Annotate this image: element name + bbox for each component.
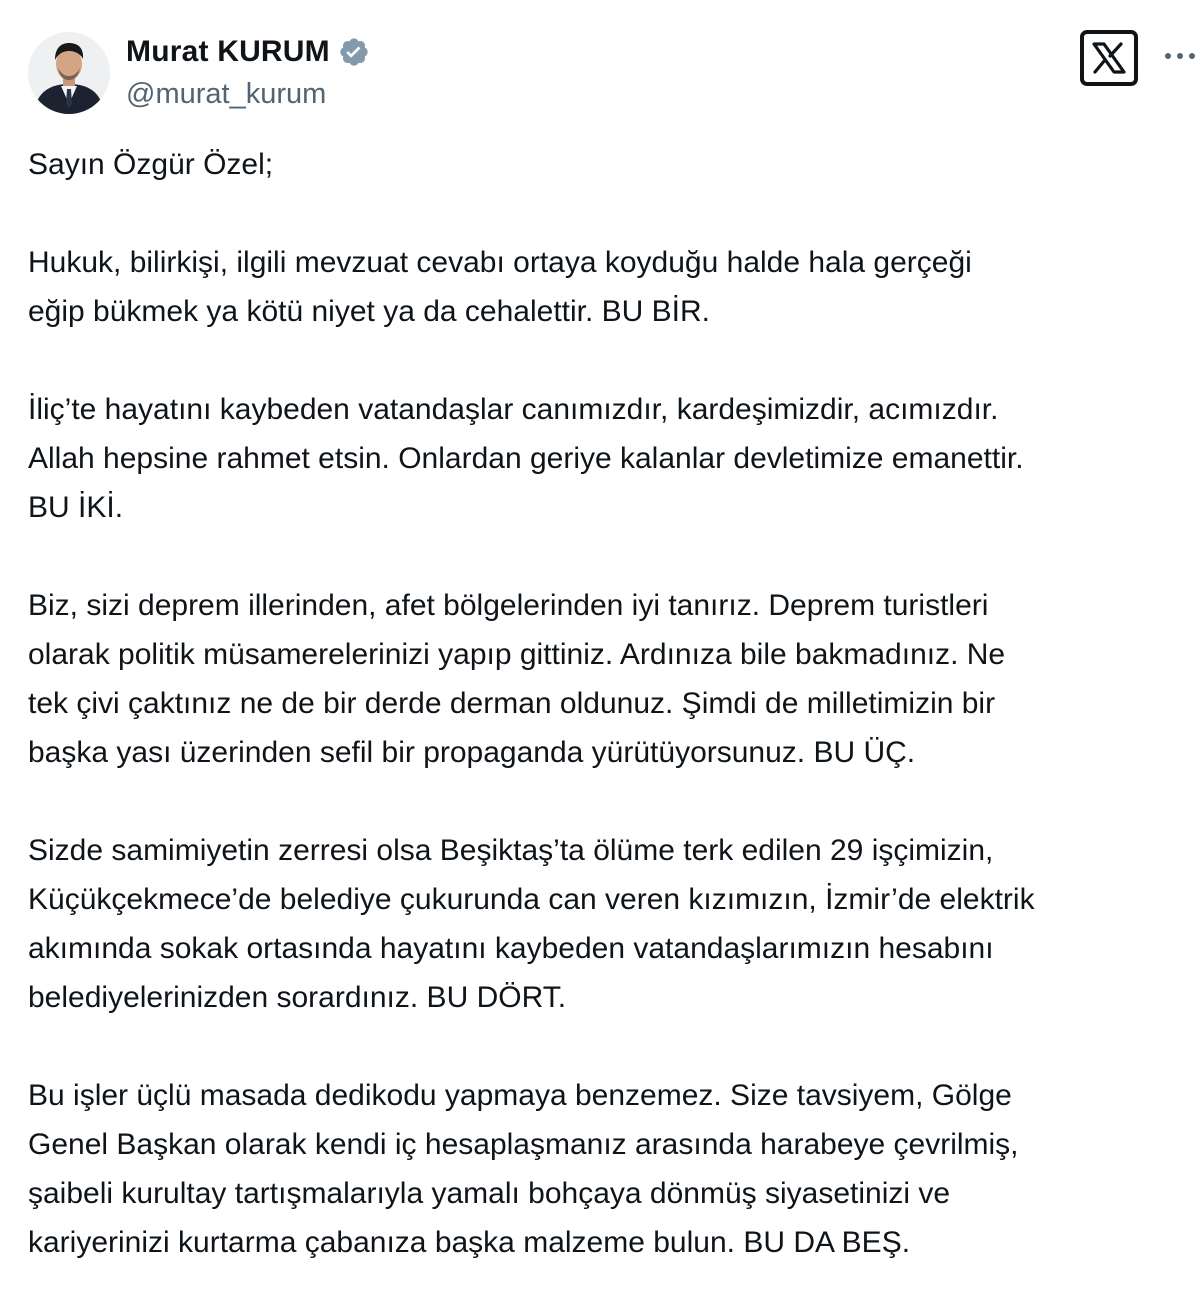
tweet-line: İliç’te hayatını kaybeden vatandaşlar canımızdır, kardeşimizdir, acımızdır.: [28, 393, 999, 426]
tweet-line: akımında sokak ortasında hayatını kaybeden vatandaşlarımızın hesabını: [28, 932, 994, 965]
author-handle[interactable]: @murat_kurum: [126, 78, 327, 110]
tweet-line: Küçükçekmece’de belediye çukurunda can veren kızımızın, İzmir’de elektrik: [28, 883, 1035, 916]
more-options-icon[interactable]: [1160, 36, 1200, 76]
tweet-line: olarak politik müsamerelerinizi yapıp gittiniz. Ardınıza bile bakmadınız. Ne: [28, 638, 1006, 671]
x-logo-icon[interactable]: [1080, 30, 1138, 86]
tweet-paragraph-5: [28, 1071, 1188, 1267]
tweet-line: Sayın Özgür Özel;: [28, 148, 274, 181]
tweet-paragraph-4: [28, 826, 1188, 1022]
tweet-line: Allah hepsine rahmet etsin. Onlardan geriye kalanlar devletimize emanettir.: [28, 442, 1024, 475]
tweet-paragraph-2: [28, 385, 1188, 532]
tweet-line: Sizde samimiyetin zerresi olsa Beşiktaş’ta ölüme terk edilen 29 işçimizin,: [28, 834, 994, 867]
avatar[interactable]: [28, 32, 110, 114]
tweet-line: Hukuk, bilirkişi, ilgili mevzuat cevabı ortaya koyduğu halde hala gerçeği: [28, 246, 972, 279]
name-row: [126, 32, 370, 72]
tweet-line: tek çivi çaktınız ne de bir derde derman oldunuz. Şimdi de milletimizin bir: [28, 687, 996, 720]
tweet-header: [28, 28, 1188, 120]
tweet-line: eğip bükmek ya kötü niyet ya da cehalettir. BU BİR.: [28, 295, 711, 328]
tweet-line: kariyerinizi kurtarma çabanıza başka malzeme bulun. BU DA BEŞ.: [28, 1226, 911, 1259]
avatar-portrait-icon: [28, 32, 110, 114]
tweet-line: başka yası üzerinden sefil bir propaganda yürütüyorsunuz. BU ÜÇ.: [28, 736, 916, 769]
tweet-line: Genel Başkan olarak kendi iç hesaplaşmanız arasında harabeye çevrilmiş,: [28, 1128, 1019, 1161]
tweet-paragraph-greeting: [28, 140, 1188, 189]
user-info: [126, 32, 370, 111]
tweet-line: şaibeli kurultay tartışmalarıyla yamalı bohçaya dönmüş siyasetinizi ve: [28, 1177, 951, 1210]
tweet-paragraph-1: [28, 238, 1188, 336]
author-name[interactable]: Murat KURUM: [126, 35, 330, 68]
tweet-line: Biz, sizi deprem illerinden, afet bölgelerinden iyi tanırız. Deprem turistleri: [28, 589, 989, 622]
tweet-line: belediyelerinizden sorardınız. BU DÖRT.: [28, 981, 567, 1014]
tweet-line: Bu işler üçlü masada dedikodu yapmaya benzemez. Size tavsiyem, Gölge: [28, 1079, 1012, 1112]
tweet-line: BU İKİ.: [28, 491, 124, 524]
verified-badge-icon: [338, 36, 370, 68]
tweet-paragraph-3: [28, 581, 1188, 777]
tweet-text: [28, 140, 1188, 1316]
